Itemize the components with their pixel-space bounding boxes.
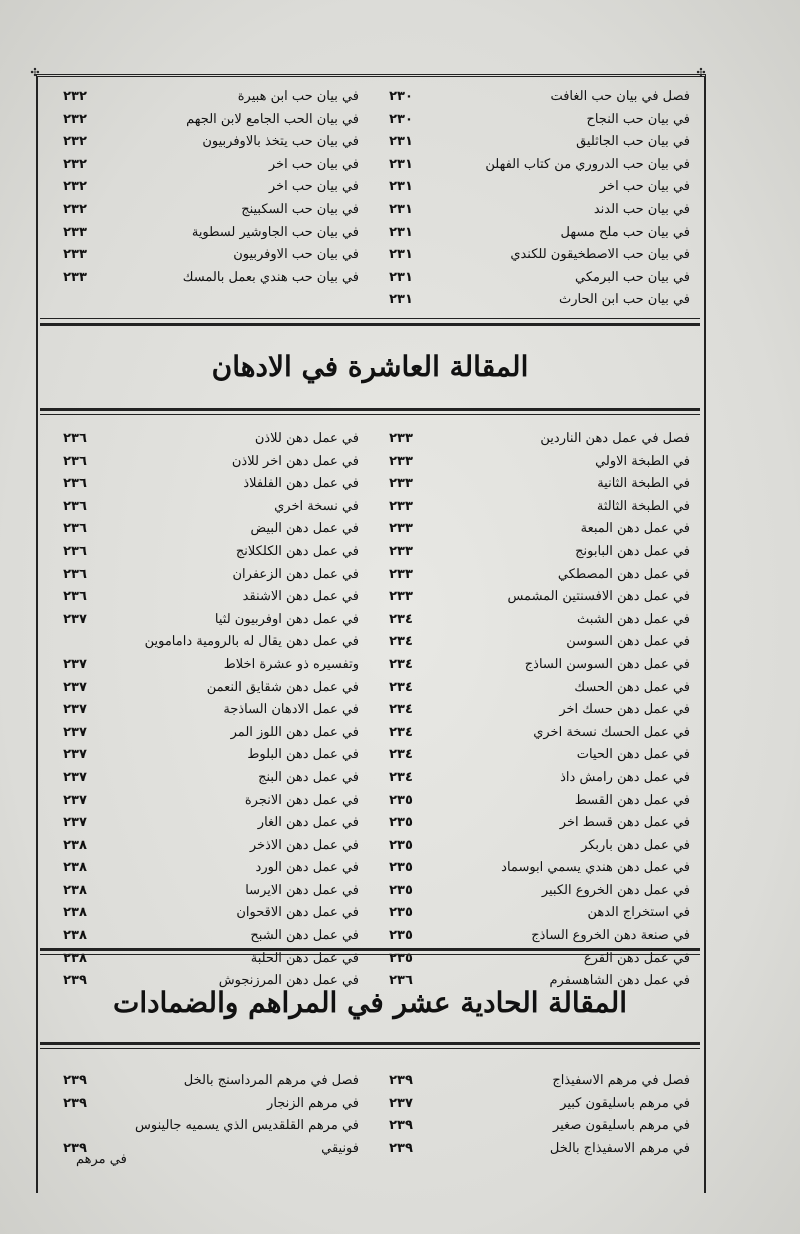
toc-page-number: ٢٣٩ [389,1140,413,1156]
toc-entry-title: في عمل دهن القسط [574,792,690,808]
toc-page-number: ٢٣٦ [63,521,87,537]
toc-entry-title: فونيقي [321,1140,359,1156]
toc-entry-title: في مرهم الاسفيذاج بالخل [549,1140,690,1156]
toc-page-number: ٢٣٠ [389,89,413,104]
toc-row [44,586,694,609]
toc-entry-title: وتفسيره ذو عشرة اخلاط [223,656,359,672]
toc-page-number: ٢٣٦ [63,431,87,446]
divider [40,414,700,415]
toc-page-number: ٢٣٣ [389,453,413,469]
toc-entry-title: في الطبخة الاولي [595,453,690,469]
toc-page-number: ٢٣٤ [389,747,413,763]
toc-page-number: ٢٣٧ [63,792,87,808]
toc-entry-title: فصل في بيان حب الغافت [550,89,690,104]
toc-page-number: ٢٣٣ [389,566,413,582]
toc-page-number: ٢٣٦ [63,566,87,582]
toc-row [44,835,694,858]
toc-row [44,948,694,971]
toc-page-number: ٢٣٥ [389,815,413,831]
toc-section-1 [44,86,694,312]
toc-page-number: ٢٣٢ [63,179,87,195]
toc-row [44,289,694,312]
toc-page-number: ٢٣١ [389,179,413,195]
toc-entry-title: في عمل دهن الحسك [574,679,690,695]
toc-page-number: ٢٣٧ [63,815,87,831]
toc-row [44,722,694,745]
toc-page-number: ٢٣٧ [63,724,87,740]
toc-page-number: ٢٣٣ [389,521,413,537]
toc-page-number: ٢٣٩ [389,1073,413,1088]
toc-page-number: ٢٣٦ [389,973,413,989]
divider [40,323,700,326]
toc-row [44,473,694,496]
toc-page-number: ٢٣٥ [389,928,413,944]
toc-entry-title: في بيان حب يتخذ بالاوفربيون [202,134,359,150]
toc-page-number: ٢٣٦ [63,543,87,559]
toc-page-number: ٢٣٨ [63,950,87,966]
toc-entry-title: في عمل دهن الخروع الكبير [541,882,690,898]
toc-entry-title: في بيان حب السكبينج [241,201,359,217]
toc-entry-title: في عمل دهن اللوز المر [230,724,359,740]
toc-entry-title: في عمل دهن السوسن الساذج [524,656,690,672]
toc-row [44,790,694,813]
toc-entry-title: في بيان حب ابن هبيرة [237,89,359,104]
toc-entry-title: في عمل دهن البابونج [575,543,690,559]
toc-entry-title: في عمل دهن الكلكلانج [235,543,359,559]
toc-entry-title: في عمل دهن الورد [255,860,359,876]
toc-entry-title: في بيان حب ابن الحارث [559,292,690,308]
toc-entry-title: في عمل دهن القرع [583,950,690,966]
toc-page-number: ٢٣٣ [389,431,413,446]
toc-entry-title: في عمل دهن الحيات [576,747,690,763]
toc-entry-title: في عمل دهن للاذن [254,431,359,446]
toc-page-number: ٢٣٩ [389,1118,413,1134]
toc-page-number: ٢٣٢ [63,111,87,127]
toc-row [44,699,694,722]
toc-row [44,609,694,632]
toc-page-number: ٢٣٢ [63,201,87,217]
toc-row [44,131,694,154]
toc-entry-title: في مرهم القلقديس الذي يسميه جالينوس [135,1118,359,1134]
toc-row [44,631,694,654]
toc-entry-title: في بيان حب الجاوشير لسطوية [191,224,359,240]
toc-entry-title: في عمل دهن البلوط [247,747,359,763]
toc-page-number: ٢٣٩ [63,973,87,989]
toc-row [44,812,694,835]
toc-page-number: ٢٣١ [389,292,413,308]
toc-page-number: ٢٣٤ [389,656,413,672]
toc-entry-title: في عمل دهن الافسنتين المشمس [507,589,690,605]
toc-row [44,222,694,245]
toc-page-number: ٢٣٥ [389,837,413,853]
toc-entry-title: في عمل دهن هندي يسمي ابوسماد [501,860,690,876]
toc-page-number: ٢٣٦ [63,453,87,469]
toc-continuation-line: في مرهم [76,1152,127,1167]
toc-entry-title: في استخراج الدهن [587,905,690,921]
toc-entry-title: في عمل دهن باربكر [581,837,690,853]
toc-row [44,86,694,109]
toc-entry-title: في الطبخة الثانية [597,476,690,492]
toc-entry-title: في الطبخة الثالثة [596,498,690,514]
toc-page-number: ٢٣٣ [389,543,413,559]
toc-entry-title: في مرهم باسليقون صغير [552,1118,690,1134]
divider [40,954,700,955]
toc-row [44,1138,694,1161]
toc-page-number: ٢٣٣ [63,224,87,240]
toc-entry-title: فصل في مرهم المرداسنج بالخل [183,1073,359,1088]
toc-page-number: ٢٣٨ [63,905,87,921]
toc-page-number: ٢٣٤ [389,724,413,740]
toc-row [44,925,694,948]
toc-entry-title: في نسخة اخري [274,498,359,514]
toc-page-number: ٢٣٥ [389,860,413,876]
toc-page-number: ٢٣٧ [389,1095,413,1111]
toc-row [44,267,694,290]
toc-page-number: ٢٣٥ [389,792,413,808]
divider [40,1048,700,1049]
toc-row [44,564,694,587]
toc-page-number: ٢٣٦ [63,476,87,492]
toc-row [44,199,694,222]
toc-page-number: ٢٣٧ [63,702,87,718]
toc-page-number: ٢٣١ [389,224,413,240]
divider [40,318,700,319]
toc-entry-title: في عمل دهن الغار [257,815,359,831]
toc-row [44,880,694,903]
toc-row [44,767,694,790]
toc-entry-title: في عمل دهن الشاهسفرم [549,973,690,989]
toc-section-3 [44,1070,694,1160]
toc-entry-title: في عمل دهن المرزنجوش [218,973,359,989]
toc-page-number: ٢٣٧ [63,679,87,695]
toc-page-number: ٢٣٤ [389,634,413,650]
toc-entry-title: في عمل دهن الفلفلاذ [243,476,359,492]
toc-entry-title: في بيان حب اخر [268,156,359,172]
toc-page-number: ٢٣٥ [389,882,413,898]
toc-page-number: ٢٣٣ [389,476,413,492]
toc-row [44,428,694,451]
toc-entry-title: في عمل دهن الزعفران [232,566,359,582]
toc-entry-title: في بيان حب النجاح [586,111,690,127]
toc-row [44,857,694,880]
toc-page-number: ٢٣٧ [63,769,87,785]
divider [40,408,700,411]
toc-entry-title: في بيان حب اخر [599,179,690,195]
toc-row [44,1115,694,1138]
toc-row [44,654,694,677]
toc-page-number: ٢٣٤ [389,679,413,695]
toc-row [44,154,694,177]
toc-page-number: ٢٣٤ [389,769,413,785]
toc-page-number: ٢٣٤ [389,702,413,718]
toc-entry-title: في عمل الحسك نسخة اخري [533,724,690,740]
toc-entry-title: في بيان حب البرمكي [575,269,690,285]
toc-page-number: ٢٣٤ [389,611,413,627]
toc-row [44,902,694,925]
toc-entry-title: في عمل دهن الاذخر [249,837,359,853]
toc-entry-title: في صنعة دهن الخروع الساذج [531,928,690,944]
toc-row [44,451,694,474]
toc-entry-title: في عمل دهن الشبث [577,611,690,627]
toc-entry-title: في بيان حب اخر [268,179,359,195]
toc-page-number: ٢٣٣ [63,247,87,263]
toc-page-number: ٢٣٢ [63,156,87,172]
toc-row [44,1070,694,1093]
toc-entry-title: في عمل دهن رامش داذ [560,769,690,785]
toc-entry-title: في عمل دهن الايرسا [245,882,359,898]
ornament-corner-icon: ✣ [696,66,706,79]
toc-entry-title: في بيان حب الاوفربيون [233,247,359,263]
divider [40,1042,700,1045]
toc-entry-title: فصل في مرهم الاسفيذاج [552,1073,690,1088]
toc-page-number: ٢٣٣ [63,269,87,285]
toc-page-number: ٢٣٨ [63,837,87,853]
toc-page-number: ٢٣٧ [63,611,87,627]
toc-entry-title: في بيان حب ملح مسهل [560,224,690,240]
toc-page-number: ٢٣١ [389,156,413,172]
toc-entry-title: في عمل دهن الشبح [250,928,359,944]
toc-page-number: ٢٣٨ [63,928,87,944]
toc-entry-title: في بيان حب الاصطخيقون للكندي [510,247,690,263]
toc-entry-title: في مرهم باسليقون كبير [560,1095,690,1111]
toc-entry-title: في عمل دهن المبعة [580,521,690,537]
toc-page-number: ٢٣٩ [63,1095,87,1111]
toc-entry-title: في عمل دهن الحلبة [250,950,359,966]
toc-page-number: ٢٣١ [389,247,413,263]
toc-entry-title: في عمل دهن حسك اخر [559,702,690,718]
toc-entry-title: في مرهم الزنجار [267,1095,359,1111]
toc-entry-title: في بيان حب هندي بعمل بالمسك [182,269,359,285]
toc-page-number: ٢٣٧ [63,656,87,672]
toc-row [44,176,694,199]
toc-row [44,109,694,132]
toc-page-number: ٢٣٩ [63,1140,87,1156]
toc-section-2 [44,428,694,993]
toc-entry-title: في عمل دهن شقايق النعمن [206,679,359,695]
toc-entry-title: في بيان حب الدند [593,201,690,217]
toc-entry-title: في عمل دهن البيض [250,521,359,537]
toc-entry-title: في بيان حب الدروري من كتاب الفهلن [485,156,690,172]
toc-page-number: ٢٣٣ [389,589,413,605]
toc-page-number: ٢٣١ [389,201,413,217]
toc-entry-title: في عمل دهن البنج [258,769,359,785]
ornament-corner-icon: ✣ [30,66,40,79]
toc-page-number: ٢٣٥ [389,950,413,966]
toc-entry-title: في عمل دهن الاشنقد [242,589,359,605]
toc-entry-title: في عمل دهن اوفربيون لثيا [214,611,359,627]
toc-entry-title: في عمل الادهان الساذجة [223,702,359,718]
toc-page-number: ٢٣٠ [389,111,413,127]
toc-page-number: ٢٣٥ [389,905,413,921]
toc-entry-title: في بيان حب الجاثليق [576,134,690,150]
toc-page-number: ٢٣٣ [389,498,413,514]
toc-page-number: ٢٣٩ [63,1073,87,1088]
toc-row [44,518,694,541]
toc-page-number: ٢٣٧ [63,747,87,763]
toc-row [44,744,694,767]
divider [40,948,700,951]
toc-page-number: ٢٣٢ [63,89,87,104]
toc-entry-title: في بيان الحب الجامع لابن الجهم [186,111,359,127]
toc-entry-title: في عمل دهن قسط اخر [559,815,690,831]
toc-page-number: ٢٣٨ [63,860,87,876]
toc-page-number: ٢٣٢ [63,134,87,150]
section-heading-11: المقالة الحادية عشر في المراهم والضمادات [112,986,628,1019]
toc-page-number: ٢٣٦ [63,498,87,514]
toc-page-number: ٢٣١ [389,269,413,285]
toc-entry-title: في عمل دهن يقال له بالرومية داماموين [144,634,359,650]
toc-row [44,677,694,700]
toc-page-number: ٢٣٨ [63,882,87,898]
toc-entry-title: في عمل دهن الاقحوان [236,905,359,921]
section-heading-10: المقالة العاشرة في الادهان [211,350,529,383]
toc-entry-title: فصل في عمل دهن الناردين [540,431,690,446]
toc-row [44,1093,694,1116]
toc-row [44,496,694,519]
toc-row [44,541,694,564]
toc-page-number: ٢٣٦ [63,589,87,605]
toc-page-number: ٢٣١ [389,134,413,150]
toc-entry-title: في عمل دهن الانجرة [244,792,359,808]
toc-entry-title: في عمل دهن المصطكي [557,566,690,582]
toc-entry-title: في عمل دهن السوسن [566,634,690,650]
toc-row [44,244,694,267]
toc-entry-title: في عمل دهن اخر للاذن [231,453,359,469]
